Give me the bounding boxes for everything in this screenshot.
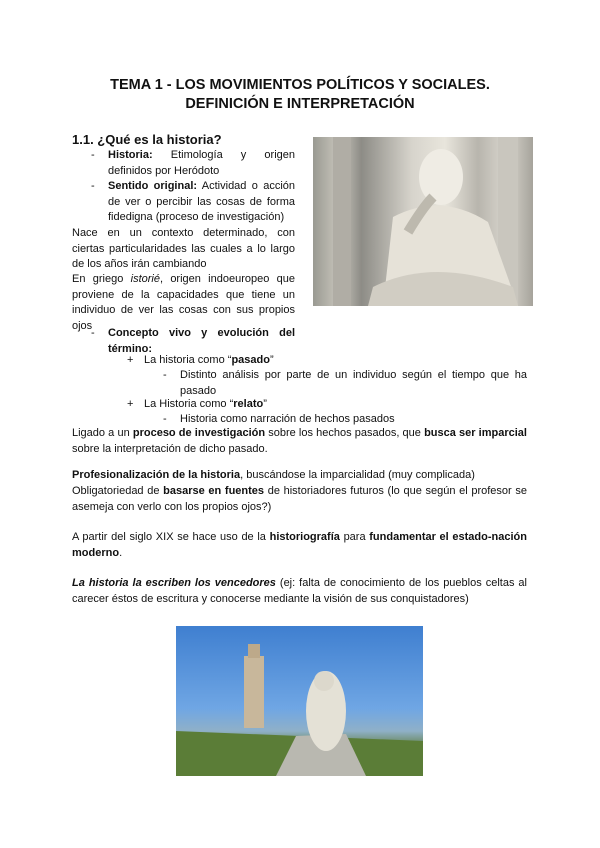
page-title: TEMA 1 - LOS MOVIMIENTOS POLÍTICOS Y SOCIALES. [110,77,490,93]
bold-term: relato [233,398,264,410]
paragraph-fuentes [72,484,527,515]
sub-sub-item [163,368,527,399]
text: Historia como narración de hechos pasados [180,413,395,425]
bullet-sentido [91,179,295,226]
sub-item-pasado [127,353,524,369]
text: sobre la interpretación de dicho pasado. [72,442,268,455]
bold-term: Historia: [108,149,153,161]
text: para [339,531,370,543]
bold-term: historiografía [269,531,340,543]
text: , buscándose la imparcialidad (muy complicada) [240,469,475,481]
text: Ligado a un [72,427,133,439]
bullet-marker: - [91,149,95,161]
herodotus-statue-image [313,137,533,306]
bullet-marker: - [163,413,167,425]
text: ” [269,354,274,366]
text: La historia como “ [144,354,232,366]
text: de historiadores futuros (lo que según el profesor se asemeja con verlo con los propios ojos?) [72,485,527,513]
text: A partir del siglo XIX se hace uso de la [72,531,270,543]
plus-marker: + [127,354,134,366]
paragraph-historiografia [72,530,527,561]
bold-term: pasado [231,354,270,366]
bold-term: fundamentar el estado-nación moderno [72,531,527,559]
bullet-marker: - [91,180,95,192]
paragraph-ligado [72,426,527,457]
bullet-marker: - [91,327,95,339]
paragraph-nace: Nace en un contexto determinado, con ciertas particularidades las cuales a lo largo de los años irán cambiando [72,227,295,270]
italic-term: istorié [130,273,160,285]
section-heading: 1.1. ¿Qué es la historia? [72,132,222,147]
text: . [119,546,123,559]
text: Distinto análisis por parte de un individuo según el tiempo que ha pasado [180,369,527,397]
paragraph-profesionalizacion [72,468,532,484]
paragraph-griego [72,272,295,334]
bullet-marker: - [163,369,167,381]
sub-item-relato [127,397,524,413]
bold-term: busca ser imparcial [424,427,527,439]
bold-term: Concepto vivo y evolución del término: [108,327,295,355]
plus-marker: + [127,398,134,410]
paragraph-vencedores [72,576,527,607]
bullet-historia [91,148,295,179]
bold-term: basarse en fuentes [163,485,265,497]
bold-term: Sentido original: [108,180,198,192]
bold-italic-term: La historia la escriben los vencedores [72,577,276,589]
text: La Historia como “ [144,398,234,410]
text: En griego [72,273,131,285]
bullet-text: Actividad o acción de ver o percibir las cosas de forma fidedigna (proceso de investigación) [108,180,295,223]
bold-term: Profesionalización de la historia [72,469,241,481]
text: sobre los hechos pasados, que [265,427,425,439]
tower-of-hercules-image [176,626,423,776]
bold-term: proceso de investigación [132,427,266,439]
text: Obligatoriedad de [72,485,164,497]
text: (ej: falta de conocimiento de los pueblos celtas al carecer éstos de escritura y conocerse mediante la visión de sus conquistadores) [72,577,527,605]
bullet-text: Etimología y origen definidos por Heródoto [108,149,295,177]
text: ” [263,398,267,410]
text: , origen indoeuropeo que proviene de la capacidades que tiene un individuo de ver las cosas con sus propios ojos [72,273,295,332]
page-subtitle: DEFINICIÓN E INTERPRETACIÓN [185,96,415,112]
